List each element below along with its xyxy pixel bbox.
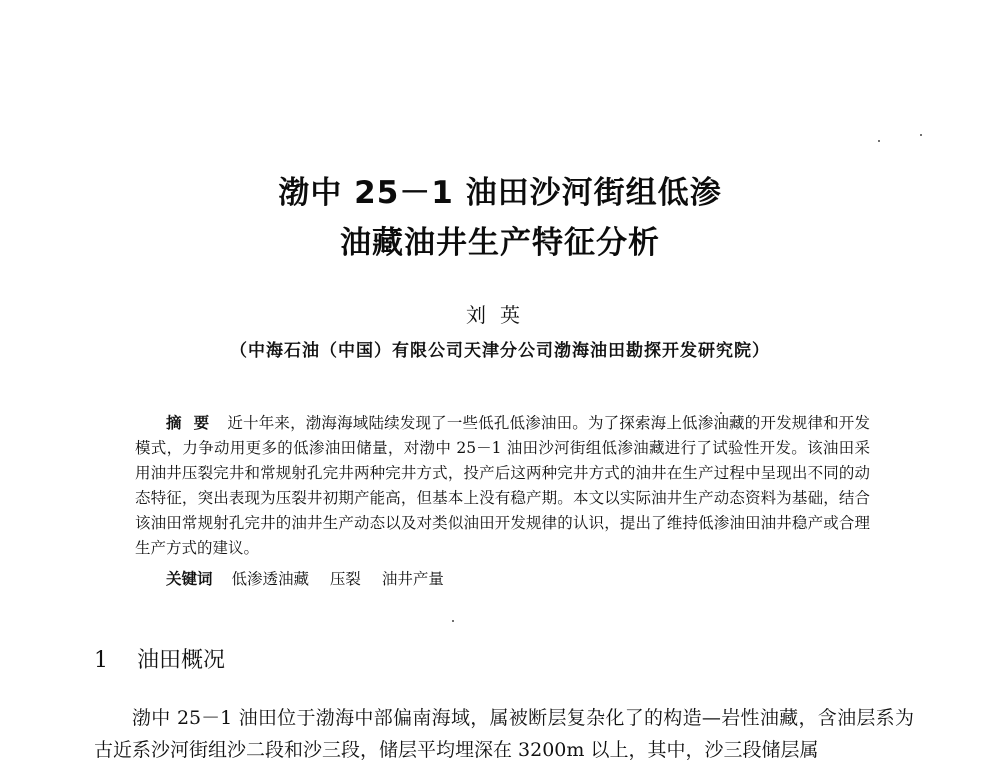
- keyword-item: 低渗透油藏: [231, 570, 309, 588]
- section-heading: [94, 644, 225, 678]
- section-number: 1: [94, 648, 108, 673]
- scan-speck: [920, 134, 922, 136]
- author-affiliation: （中海石油（中国）有限公司天津分公司渤海油田勘探开发研究院）: [230, 341, 770, 361]
- section-body-text: 渤中 25－1 油田位于渤海中部偏南海域，属被断层复杂化了的构造—岩性油藏，含油层系为古近系沙河街组沙二段和沙三段，储层平均埋深在 3200m 以上，其中，沙三段储层属: [94, 707, 914, 760]
- abstract: [135, 410, 870, 561]
- section-title: 油田概况: [137, 648, 226, 673]
- abstract-text: 近十年来，渤海海域陆续发现了一些低孔低渗油田。为了探索海上低渗油藏的开发规律和开发模式，力争动用更多的低渗油田储量，对渤中 25－1 油田沙河街组低渗油藏进行了试验性开发。该油田采用油井压裂完井和常规射孔完井两种完井方式，投产后这两种完井方式的油井在生产过程中呈现出不同的动态特征，突出表现为压裂井初期产能高，但基本上没有稳产期。本文以实际油井生产动态资料为基础，结合该油田常规射孔完井的油井生产动态以及对类似油田开发规律的认识，提出了维持低渗油田油井稳产或合理生产方式的建议。: [135, 414, 870, 557]
- keywords-label: 关键词: [166, 569, 213, 588]
- paper-title: [0, 168, 1000, 268]
- keyword-item: 压裂: [329, 570, 361, 588]
- scan-speck: [878, 140, 880, 142]
- scan-speck: [452, 620, 454, 622]
- abstract-label: 摘要: [166, 413, 222, 432]
- author-name: 刘英: [466, 303, 534, 327]
- keyword-item: 油井产量: [381, 570, 444, 588]
- title-line-1: 渤中 25－1 油田沙河街组低渗: [278, 175, 722, 211]
- title-line-2: 油藏油井生产特征分析: [340, 225, 660, 261]
- keywords: [166, 566, 460, 592]
